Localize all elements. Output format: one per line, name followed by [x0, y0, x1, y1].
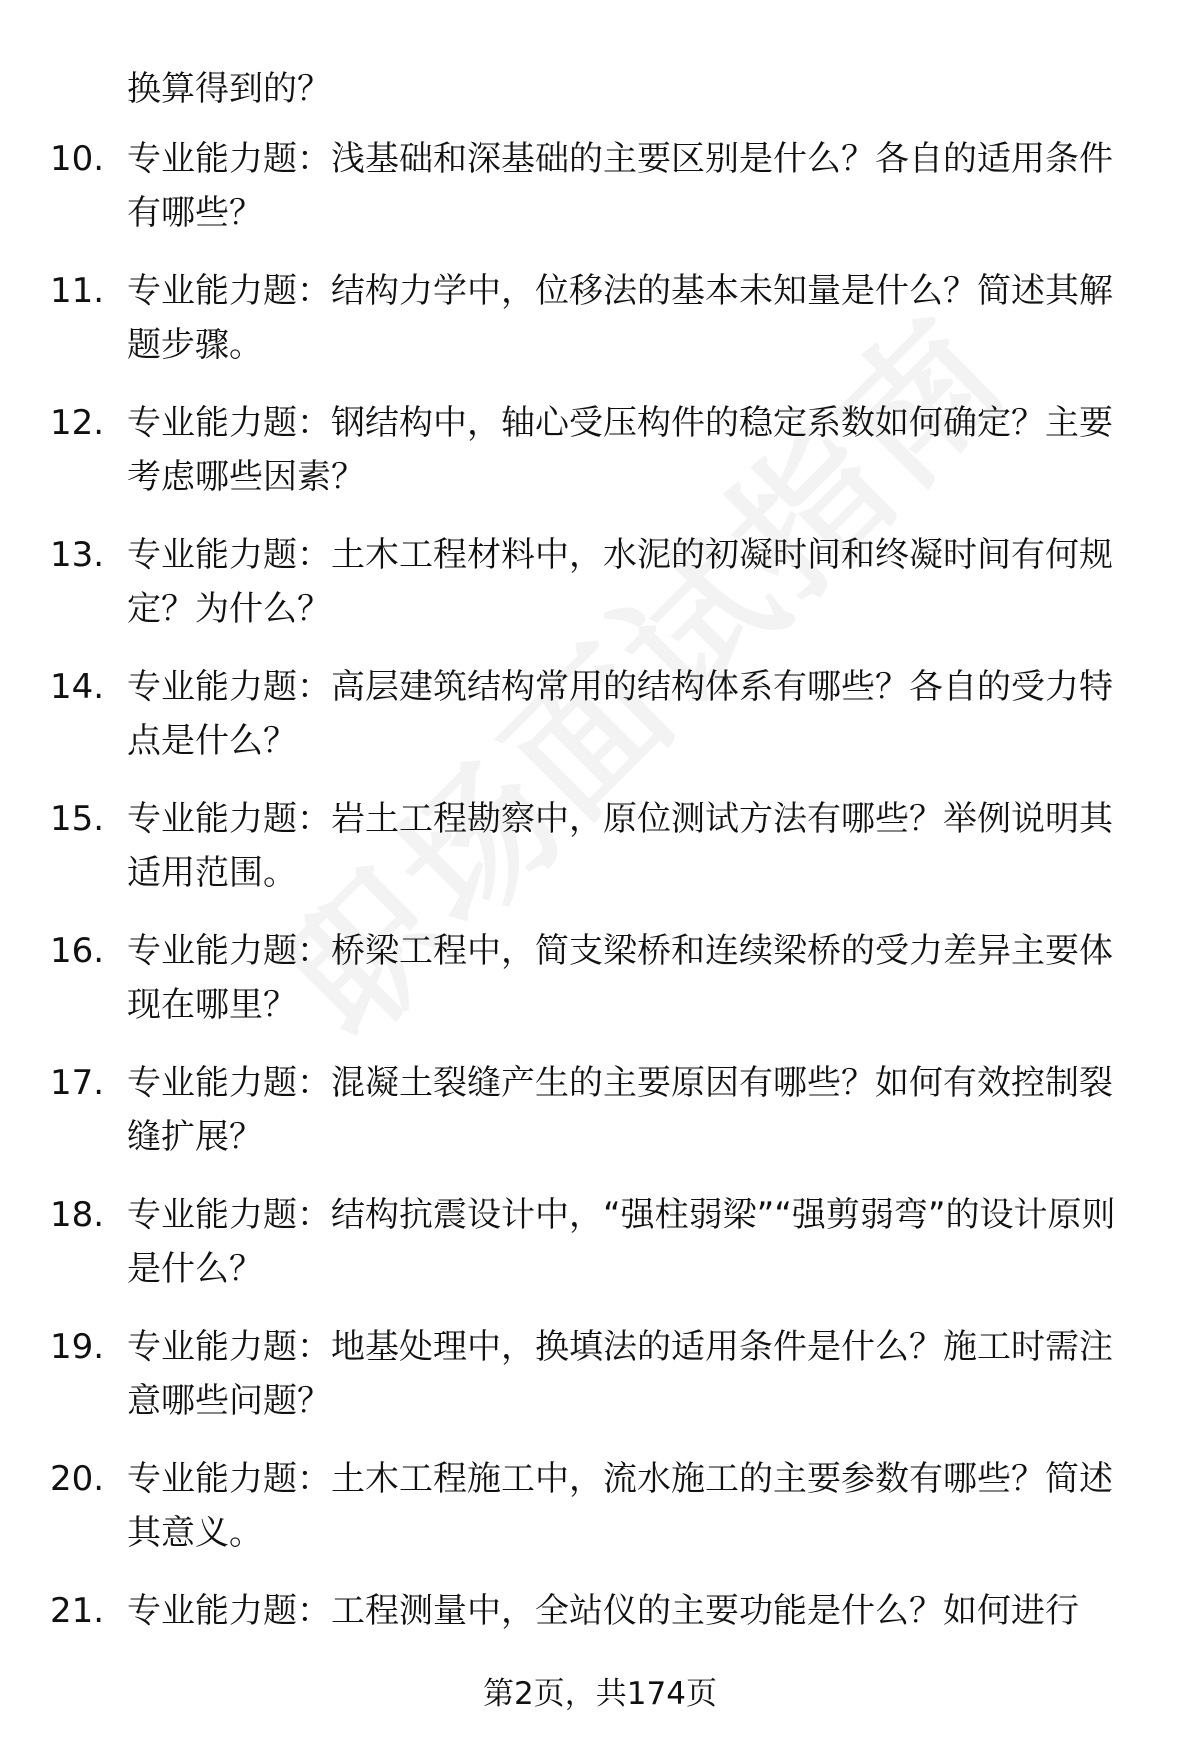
question-number: 13. — [50, 535, 105, 575]
question-item — [0, 396, 1200, 504]
question-text: 专业能力题：钢结构中，轴心受压构件的稳定系数如何确定？主要考虑哪些因素？ — [127, 403, 1113, 497]
question-text: 专业能力题：高层建筑结构常用的结构体系有哪些？各自的受力特点是什么？ — [127, 667, 1113, 761]
question-item — [0, 132, 1200, 240]
question-number: 18. — [50, 1195, 105, 1235]
question-text: 专业能力题：结构力学中，位移法的基本未知量是什么？简述其解题步骤。 — [127, 271, 1113, 365]
question-text: 专业能力题：地基处理中，换填法的适用条件是什么？施工时需注意哪些问题？ — [127, 1327, 1113, 1421]
page-footer: 第2页，共174页 — [483, 1676, 717, 1712]
question-text: 专业能力题：桥梁工程中，简支梁桥和连续梁桥的受力差异主要体现在哪里？ — [127, 931, 1113, 1025]
question-item — [0, 1320, 1200, 1428]
question-text: 专业能力题：土木工程材料中，水泥的初凝时间和终凝时间有何规定？为什么？ — [127, 535, 1113, 629]
question-number: 14. — [50, 667, 105, 707]
question-item — [0, 792, 1200, 900]
question-item — [0, 528, 1200, 636]
question-item — [0, 1188, 1200, 1296]
question-text: 专业能力题：结构抗震设计中，“强柱弱梁”“强剪弱弯”的设计原则是什么？ — [127, 1195, 1116, 1289]
question-text: 专业能力题：混凝土裂缝产生的主要原因有哪些？如何有效控制裂缝扩展？ — [127, 1063, 1113, 1157]
question-number: 12. — [50, 403, 105, 443]
question-number: 15. — [50, 799, 105, 839]
question-item — [0, 1056, 1200, 1164]
question-item — [0, 1584, 1200, 1638]
question-item — [0, 660, 1200, 768]
continuation-text: 换算得到的？ — [127, 69, 331, 109]
question-item — [0, 924, 1200, 1032]
question-number: 17. — [50, 1063, 105, 1103]
question-list — [0, 132, 1200, 1662]
question-text: 专业能力题：浅基础和深基础的主要区别是什么？各自的适用条件有哪些？ — [127, 139, 1113, 233]
question-text: 专业能力题：工程测量中，全站仪的主要功能是什么？如何进行 — [127, 1591, 1079, 1631]
question-item — [0, 1452, 1200, 1560]
question-item — [0, 264, 1200, 372]
question-number: 19. — [50, 1327, 105, 1367]
question-text: 专业能力题：土木工程施工中，流水施工的主要参数有哪些？简述其意义。 — [127, 1459, 1113, 1553]
question-number: 21. — [50, 1591, 105, 1631]
question-number: 10. — [50, 139, 105, 179]
question-number: 20. — [50, 1459, 105, 1499]
question-number: 11. — [50, 271, 105, 311]
question-number: 16. — [50, 931, 105, 971]
question-text: 专业能力题：岩土工程勘察中，原位测试方法有哪些？举例说明其适用范围。 — [127, 799, 1113, 893]
